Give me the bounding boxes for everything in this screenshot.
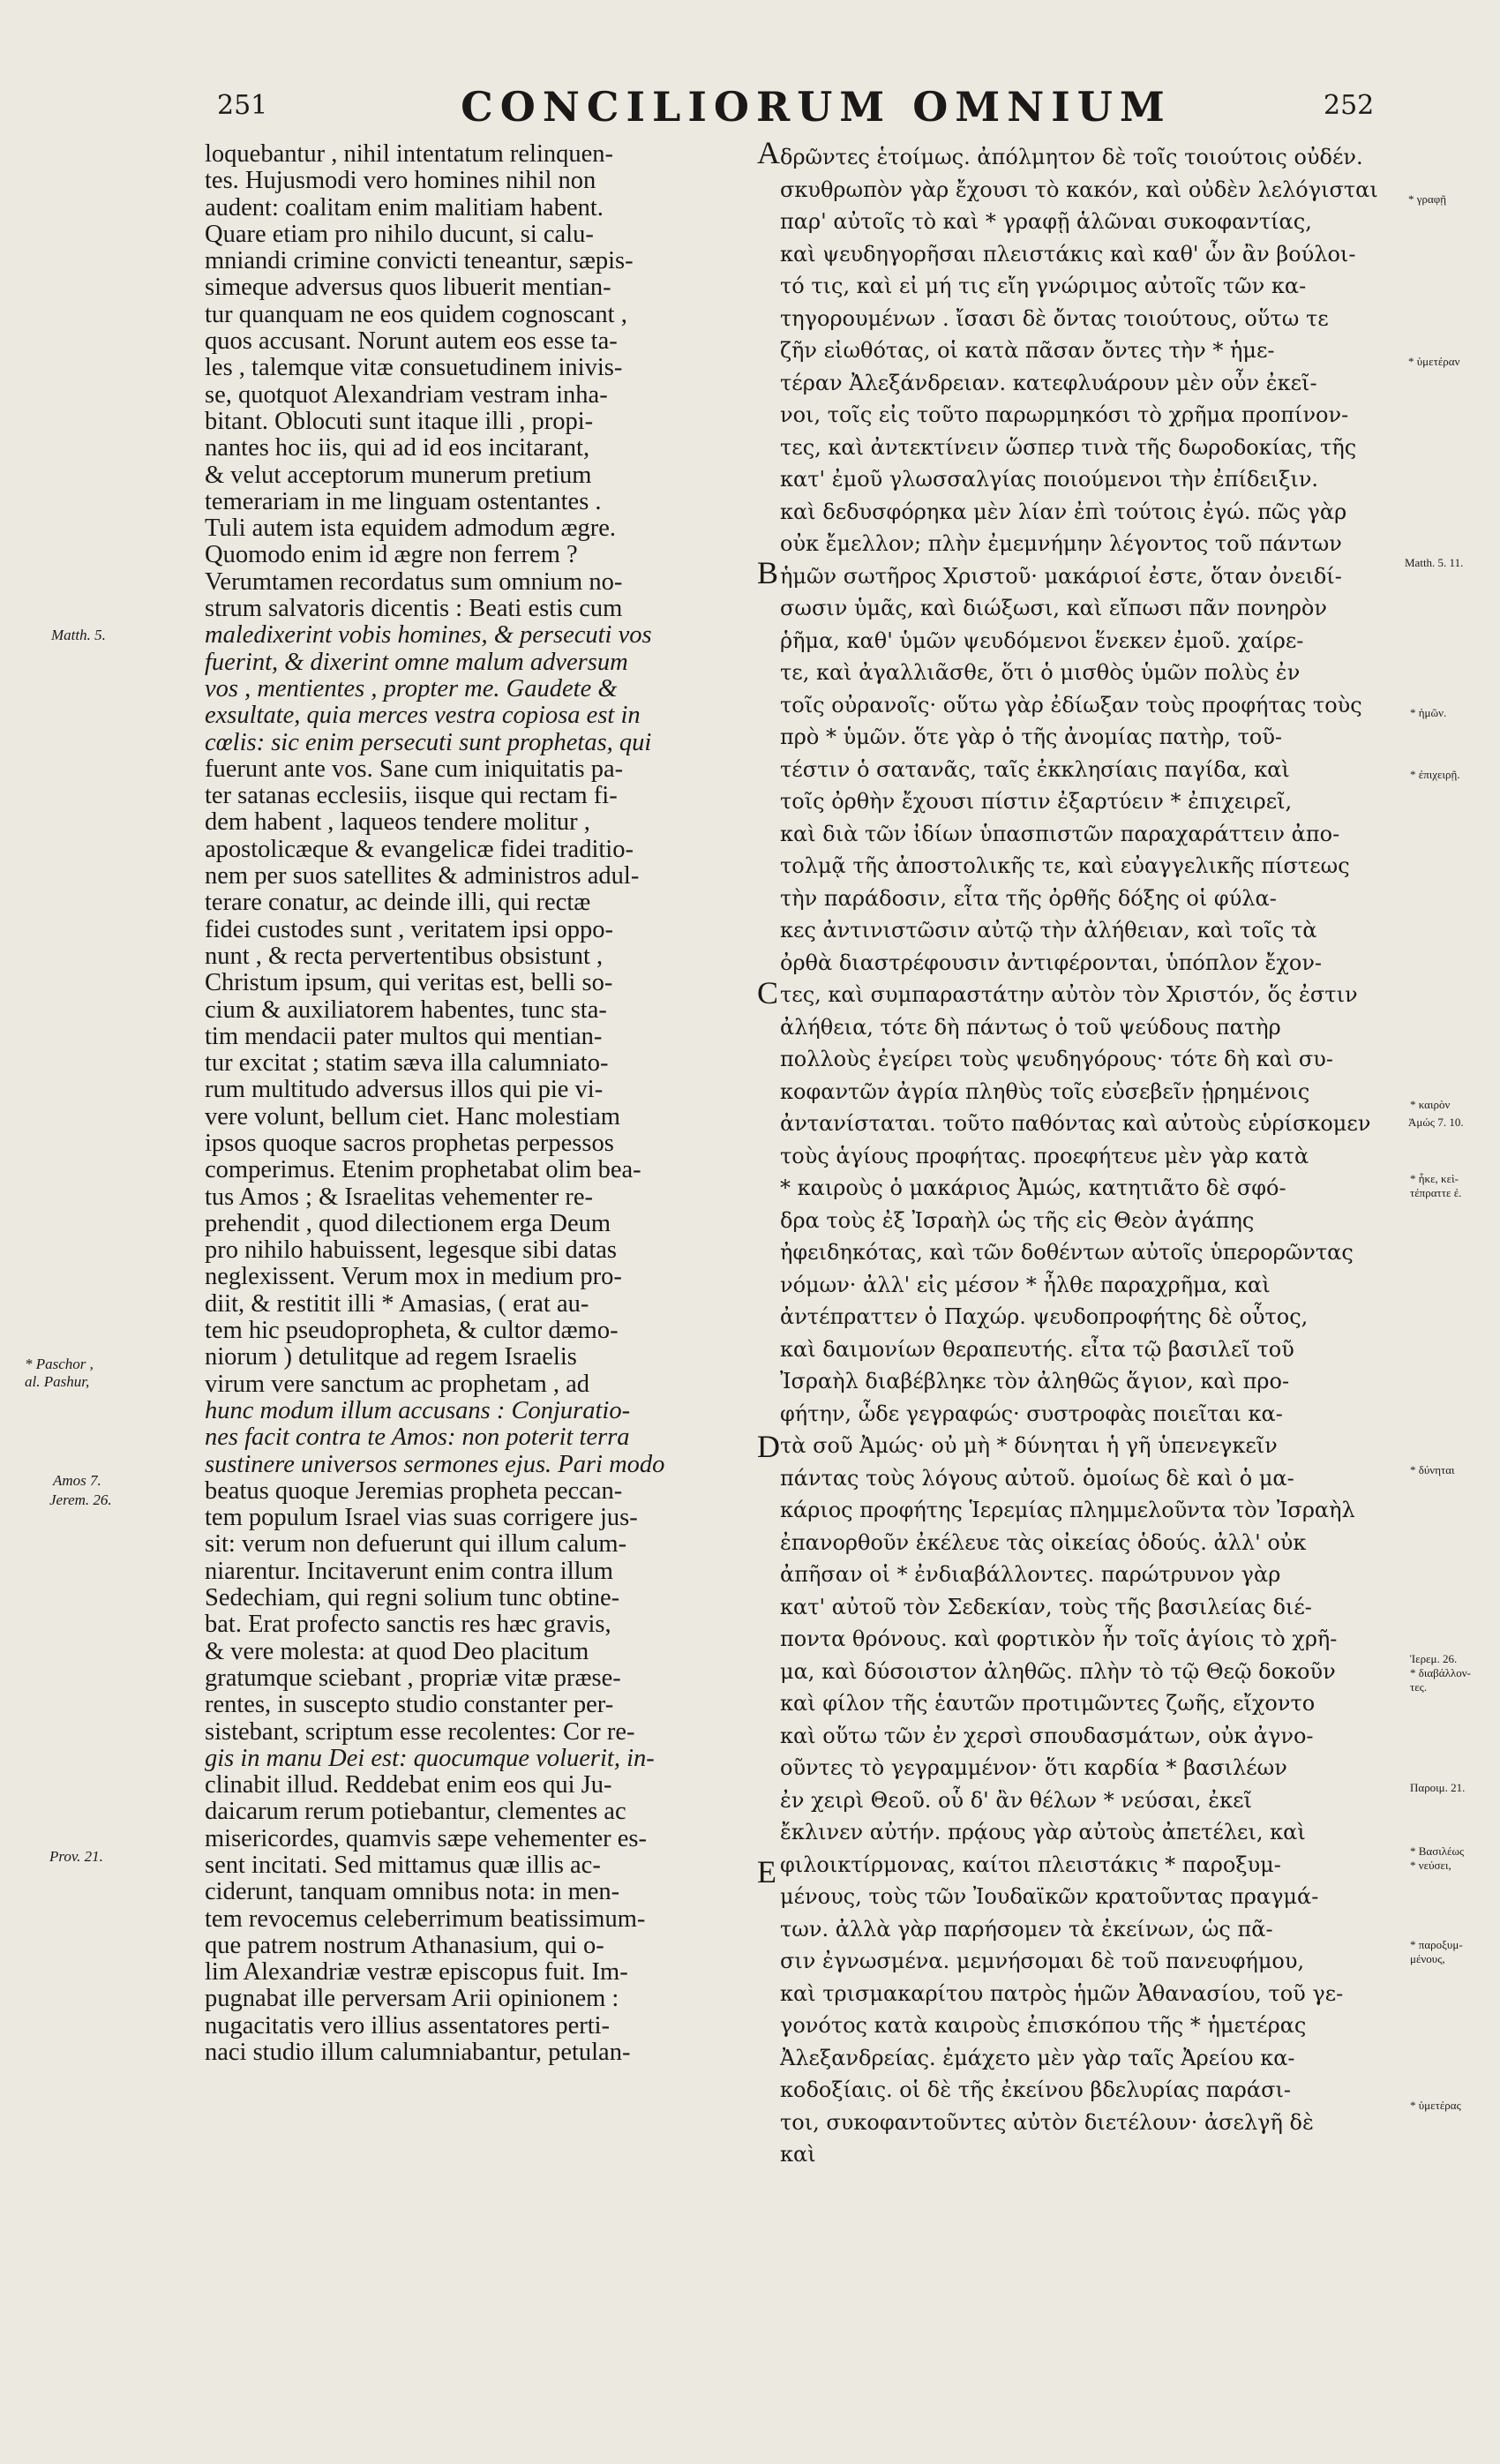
greek-line: κοφαντῶν ἀγρία πληθὺς τοῖς εὐσεβεῖν ᾑρημένοις (780, 1078, 1310, 1104)
margin-note-amos-greek: Ἀμώς 7. 10. (1408, 1116, 1464, 1129)
greek-line: Ἰσραὴλ διαβέβληκε τὸν ἀληθῶς ἅγιον, καὶ προ- (780, 1369, 1290, 1394)
greek-line: τες, καὶ ἀντεκτίνειν ὥσπερ τινὰ τῆς δωροδοκίας, τῆς (780, 434, 1357, 460)
latin-line: tem revocemus celeberrimum beatissimum- (205, 1905, 646, 1933)
latin-line: tim mendacii pater multos qui mentian- (205, 1023, 603, 1050)
greek-line: ζῆν εἰωθότας, οἱ κατὰ πᾶσαν ὄντες τὴν * ἡμε- (780, 338, 1275, 363)
margin-note-hymon: * ἡμῶν. (1410, 706, 1447, 719)
margin-note-hke-line2: τέπραττε ἐ. (1410, 1186, 1462, 1199)
latin-line: & vere molesta: at quod Deo placitum (205, 1638, 589, 1665)
margin-note-basileos (1410, 1844, 1464, 1873)
margin-note-basileos-line1: * Βασιλέως (1410, 1844, 1465, 1858)
latin-line: nunt , & recta pervertentibus obsistunt , (205, 943, 604, 970)
latin-line: cœlis: sic enim persecuti sunt prophetas, qui (205, 729, 652, 756)
latin-line: strum salvatoris dicentis : Beati estis cum (205, 596, 623, 623)
latin-line: & velut acceptorum munerum pretium (205, 462, 592, 489)
greek-line: μένους, τοὺς τῶν Ἰουδαϊκῶν κρατοῦντας πραγμά- (780, 1884, 1319, 1909)
margin-note-hymeteras: * ὑμετέρας (1410, 2099, 1461, 2112)
margin-note-paroim: Παροιμ. 21. (1410, 1781, 1466, 1794)
greek-line: σκυθρωπὸν γὰρ ἔχουσι τὸ κακόν, καὶ οὐδὲν λελόγισται (780, 177, 1378, 202)
margin-note-hke (1410, 1172, 1461, 1200)
latin-line: Sedechiam, qui regni solium tunc obtine- (205, 1585, 620, 1612)
latin-line: sustinere universos sermones ejus. Pari modo (205, 1451, 665, 1478)
greek-line: ἀντανίσταται. τοῦτο παθόντας καὶ αὐτοὺς εὑρίσκομεν (780, 1111, 1371, 1136)
greek-line: κοδοξίαις. οἱ δὲ τῆς ἐκείνου βδελυρίας παράσι- (780, 2077, 1291, 2102)
margin-note-ierem-line1: Ἱερεμ. 26. (1410, 1652, 1458, 1665)
greek-line: ἐπανορθοῦν ἐκέλευε τὰς οἰκείας ὁδούς. ἀλλ' οὐκ (780, 1529, 1307, 1555)
latin-line: nantes hoc iis, qui ad id eos incitarant, (205, 435, 590, 462)
latin-line: Tuli autem ista equidem admodum ægre. (205, 515, 616, 543)
greek-line: τό τις, καὶ εἰ μή τις εἴη γνώριμος αὐτοῖς τῶν κα- (780, 274, 1307, 298)
section-mark-a: A (757, 135, 780, 170)
latin-line: loquebantur , nihil intentatum relinquen- (205, 141, 614, 168)
latin-line: que patrem nostrum Athanasium, qui o- (205, 1932, 604, 1959)
greek-line: καὶ ψευδηγορῆσαι πλειστάκις καὶ καθ' ὧν ἂν βούλοι- (780, 241, 1356, 267)
latin-line: temerariam in me linguam ostentantes . (205, 488, 602, 515)
latin-line: fuerint, & dixerint omne malum adversum (205, 649, 628, 676)
margin-note-paschor (25, 1356, 94, 1391)
greek-line: τε, καὶ ἀγαλλιᾶσθε, ὅτι ὁ μισθὸς ὑμῶν πολὺς ἐν (780, 660, 1301, 685)
greek-line: πολλοὺς ἐγείρει τοὺς ψευδηγόρους· τότε δὴ καὶ συ- (780, 1047, 1333, 1071)
latin-line: daicarum rerum potiebantur, clementes ac (205, 1799, 626, 1826)
latin-line: gratumque sciebant , propriæ vitæ præse- (205, 1664, 621, 1692)
latin-line: terare conatur, ac deinde illi, qui rectæ (205, 890, 591, 917)
latin-line: ipsos quoque sacros prophetas perpessos (205, 1130, 614, 1157)
latin-line: dem habent , laqueos tendere molitur , (205, 809, 590, 837)
margin-note-graphe: * γραφῇ (1408, 192, 1447, 206)
greek-line: πάντας τοὺς λόγους αὐτοῦ. ὁμοίως δὲ καὶ ὁ μα- (780, 1465, 1294, 1491)
latin-line: neglexissent. Verum mox in medium pro- (205, 1264, 622, 1291)
latin-line: ter satanas ecclesiis, iisque qui rectam fi- (205, 783, 618, 810)
latin-line: mniandi crimine convicti teneantur, sæpis- (205, 248, 634, 275)
greek-line: τολμᾷ τῆς ἀποστολικῆς τε, καὶ εὐαγγελικῆς πίστεως (780, 853, 1350, 878)
latin-line: Verumtamen recordatus sum omnium no- (205, 568, 623, 596)
greek-column (780, 141, 1403, 2171)
margin-note-paschor-line1: * Paschor , (25, 1356, 94, 1372)
margin-note-prov: Prov. 21. (49, 1848, 103, 1865)
greek-line: τες, καὶ συμπαραστάτην αὐτὸν τὸν Χριστόν, ὅς ἐστιν (780, 982, 1358, 1007)
greek-line: φήτην, ὧδε γεγραφώς· συστροφὰς ποιεῖται κα- (780, 1401, 1283, 1426)
latin-line: lim Alexandriæ vestræ episcopus fuit. Im- (205, 1959, 628, 1987)
section-mark-d: D (757, 1429, 780, 1464)
margin-note-ierem (1410, 1652, 1471, 1694)
latin-line: pro nihilo habuissent, legesque sibi datas (205, 1237, 618, 1265)
greek-line: τοῖς οὐρανοῖς· οὕτω γὰρ ἐδίωξαν τοὺς προφήτας τοὺς (780, 692, 1362, 717)
greek-line: τέστιν ὁ σατανᾶς, ταῖς ἐκκλησίαις παγίδα, καὶ (780, 756, 1290, 782)
greek-line: των. ἀλλὰ γὰρ παρήσομεν τὰ ἐκείνων, ὡς πᾶ- (780, 1916, 1273, 1942)
margin-note-ierem-line2: * διαβάλλον- (1410, 1666, 1471, 1679)
greek-line: ῥῆμα, καθ' ὑμῶν ψευδόμενοι ἕνεκεν ἐμοῦ. χαίρε- (780, 627, 1304, 653)
greek-line: τὰ σοῦ Ἀμώς· οὐ μὴ * δύνηται ἡ γῆ ὑπενεγκεῖν (780, 1433, 1278, 1458)
latin-line: pugnabat ille perversam Arii opinionem : (205, 1986, 619, 2013)
margin-note-paroxum-line1: * παροξυμ- (1410, 1938, 1463, 1951)
greek-line: τοῖς ὀρθὴν ἔχουσι πίστιν ἐξαρτύειν * ἐπιχειρεῖ, (780, 789, 1293, 814)
greek-line: δρῶντες ἑτοίμως. ἀπόλμητον δὲ τοῖς τοιούτοις οὐδέν. (780, 145, 1363, 169)
greek-line: οὐκ ἔμελλον; πλὴν ἐμεμνήμην λέγοντος τοῦ πάντων (780, 531, 1342, 556)
margin-note-ierem-line3: τες. (1410, 1680, 1428, 1694)
page-number-right: 252 (1324, 90, 1375, 121)
margin-note-amos: Amos 7. (53, 1472, 101, 1489)
latin-line: bitant. Oblocuti sunt itaque illi , propi- (205, 408, 594, 435)
latin-line: cium & auxiliatorem habentes, tunc sta- (205, 996, 607, 1024)
latin-line: Christum ipsum, qui veritas est, belli so- (205, 970, 613, 997)
greek-line: γονότος κατὰ καιροὺς ἐπισκόπου τῆς * ἡμετέρας (780, 2013, 1307, 2038)
latin-column (205, 141, 764, 2066)
section-mark-c: C (757, 975, 779, 1010)
greek-line: καὶ (780, 2142, 816, 2167)
latin-line: Quomodo enim id ægre non ferrem ? (205, 542, 578, 569)
latin-line: bat. Erat profecto sanctis res hæc gravis, (205, 1611, 611, 1639)
margin-note-paroxum-line2: μένους, (1410, 1952, 1445, 1965)
latin-line: hunc modum illum accusans : Conjuratio- (205, 1397, 631, 1424)
latin-line: comperimus. Etenim prophetabat olim bea- (205, 1157, 641, 1184)
latin-line: exsultate, quia merces vestra copiosa est in (205, 702, 641, 730)
greek-line: ἐν χειρὶ Θεοῦ. οὗ δ' ἂν θέλων * νεύσαι, ἐκεῖ (780, 1787, 1252, 1813)
latin-line: tem hic pseudopropheta, & cultor dæmo- (205, 1318, 619, 1345)
greek-line: καὶ τρισμακαρίτου πατρὸς ἡμῶν Ἀθανασίου, τοῦ γε- (780, 1980, 1344, 2006)
latin-line: nem per suos satellites & administros adul- (205, 863, 640, 890)
greek-line: ἔκλινεν αὐτήν. πρᾴους γὰρ αὐτοὺς ἀπετέλει, καὶ (780, 1820, 1306, 1844)
greek-line: σωσιν ὑμᾶς, καὶ διώξωσι, καὶ εἴπωσι πᾶν πονηρὸν (780, 596, 1327, 620)
latin-line: tur quanquam ne eos quidem cognoscant , (205, 301, 627, 328)
greek-line: νόμων· ἀλλ' εἰς μέσον * ἦλθε παραχρῆμα, καὶ (780, 1272, 1271, 1297)
latin-line: gis in manu Dei est: quocumque voluerit, in- (205, 1745, 655, 1772)
latin-line: tes. Hujusmodi vero homines nihil non (205, 168, 596, 195)
latin-line: rentes, in suscepto studio constanter per- (205, 1692, 614, 1719)
margin-note-basileos-line2: * νεύσει, (1410, 1859, 1451, 1872)
latin-line: niarentur. Incitaverunt enim contra illum (205, 1558, 613, 1585)
latin-line: simeque adversus quos libuerit mentian- (205, 274, 611, 302)
margin-note-paroxum (1410, 1938, 1463, 1966)
latin-line: virum vere sanctum ac prophetam , ad (205, 1371, 590, 1398)
greek-line: τηγορουμένων . ἴσασι δὲ ὄντας τοιούτους, οὕτω τε (780, 305, 1329, 331)
margin-note-hymeteran: * ὑμετέραν (1408, 355, 1460, 368)
greek-line: νοι, τοῖς εἰς τοῦτο παρωρμηκόσι τὸ χρῆμα προπίνον- (780, 402, 1349, 427)
greek-line: παρ' αὐτοῖς τὸ καὶ * γραφῇ ἁλῶναι συκοφαντίας, (780, 209, 1312, 234)
latin-line: sit: verum non defuerunt qui illum calum- (205, 1531, 627, 1559)
greek-line: ἀλήθεια, τότε δὴ πάντως ὁ τοῦ ψεύδους πατὴρ (780, 1014, 1281, 1040)
greek-line: ἠφειδηκότας, καὶ τῶν δοθέντων αὐτοῖς ὑπερορῶντας (780, 1240, 1354, 1265)
latin-line: diit, & restitit illi * Amasias, ( erat au- (205, 1290, 589, 1318)
latin-line: sistebant, scriptum esse recolentes: Cor re- (205, 1718, 635, 1746)
latin-line: ciderunt, tanquam omnibus nota: in men- (205, 1879, 620, 1906)
greek-line: Ἀλεξανδρείας. ἐμάχετο μὲν γὰρ ταῖς Ἀρείου κα- (780, 2045, 1295, 2070)
latin-line: Quare etiam pro nihilo ducunt, si calu- (205, 221, 594, 248)
latin-line: fuerunt ante vos. Sane cum iniquitatis pa- (205, 755, 624, 783)
greek-line: κες ἀντινιστῶσιν αὐτῷ τὴν ἀλήθειαν, καὶ τοῖς τὰ (780, 918, 1317, 943)
latin-line: vos , mentientes , propter me. Gaudete & (205, 675, 618, 702)
margin-note-jerem: Jerem. 26. (49, 1491, 112, 1508)
margin-note-matth: Matth. 5. (51, 627, 106, 643)
margin-note-hke-line1: * ἧκε, κεὶ- (1410, 1172, 1459, 1185)
latin-line: prehendit , quod dilectionem erga Deum (205, 1210, 611, 1237)
greek-line: σιν ἐγνωσμένα. μεμνήσομαι δὲ τοῦ πανευφήμου, (780, 1949, 1305, 1973)
section-mark-e: E (757, 1854, 776, 1889)
section-mark-b: B (757, 555, 779, 590)
greek-line: ποντα θρόνους. καὶ φορτικὸν ἦν τοῖς ἁγίοις τὸ χρῆ- (780, 1626, 1338, 1651)
greek-line: οῦντες τὸ γεγραμμένον· ὅτι καρδία * βασιλέων (780, 1755, 1287, 1780)
latin-line: les , talemque vitæ consuetudinem inivis- (205, 355, 623, 382)
latin-line: apostolicæque & evangelicæ fidei traditio- (205, 836, 634, 863)
latin-line: clinabit illud. Reddebat enim eos qui Ju- (205, 1772, 612, 1799)
greek-line: μα, καὶ δύσοιστον ἀληθῶς. πλὴν τὸ τῷ Θεῷ δοκοῦν (780, 1658, 1336, 1684)
greek-line: τὴν παράδοσιν, εἶτα τῆς ὀρθῆς δόξης οἱ φύλα- (780, 885, 1277, 911)
greek-line: τοὺς ἁγίους προφήτας. προεφήτευε μὲν γὰρ κατὰ (780, 1143, 1309, 1168)
margin-note-karon: * καιρὸν (1410, 1098, 1451, 1111)
latin-line: tem populum Israel vias suas corrigere jus- (205, 1505, 638, 1532)
latin-line: misericordes, quamvis sæpe vehementer es- (205, 1825, 647, 1852)
greek-line: ἀντέπραττεν ὁ Παχώρ. ψευδοπροφήτης δὲ οὗτος, (780, 1304, 1309, 1329)
latin-line: niorum ) detulitque ad regem Israelis (205, 1344, 577, 1371)
greek-line: καὶ οὕτω τῶν ἐν χερσὶ σπουδασμάτων, οὐκ ἀγνο- (780, 1723, 1314, 1748)
greek-line: ἡμῶν σωτῆρος Χριστοῦ· μακάριοί ἐστε, ὅταν ὀνειδί- (780, 563, 1342, 589)
latin-line: vere volunt, bellum ciet. Hanc molestiam (205, 1103, 620, 1131)
greek-line: κατ' αὐτοῦ τὸν Σεδεκίαν, τοὺς τῆς βασιλείας διέ- (780, 1594, 1312, 1619)
margin-note-matth-greek: Matth. 5. 11. (1405, 556, 1464, 569)
running-title: CONCILIORUM OMNIUM (461, 83, 1172, 131)
page-number-left: 251 (217, 90, 268, 121)
greek-line: ἀπῆσαν οἱ * ἐνδιαβάλλοντες. παρώτρυνον γὰρ (780, 1562, 1281, 1587)
greek-line: κατ' ἐμοῦ γλωσσαλγίας ποιούμενοι τὴν ἐπίδειξιν. (780, 467, 1319, 492)
margin-note-paschor-line2: al. Pashur, (25, 1373, 90, 1390)
margin-note-epicheirei: * ἐπιχειρῇ. (1410, 768, 1460, 781)
latin-line: quos accusant. Norunt autem eos esse ta- (205, 328, 618, 356)
greek-line: τέραν Ἀλεξάνδρειαν. κατεφλυάρουν μὲν οὖν ἐκεῖ- (780, 370, 1317, 395)
latin-line: fidei custodes sunt , veritatem ipsi oppo- (205, 916, 614, 943)
latin-line: rum multitudo adversus illos qui pie vi- (205, 1077, 604, 1104)
latin-line: maledixerint vobis homines, & persecuti vos (205, 622, 652, 650)
greek-line: καὶ δεδυσφόρηκα μὲν λίαν ἐπὶ τούτοις ἐγώ. πῶς γὰρ (780, 499, 1347, 524)
margin-note-dunetai: * δύνηται (1410, 1463, 1455, 1476)
latin-line: se, quotquot Alexandriam vestram inha- (205, 381, 608, 409)
latin-line: sent incitati. Sed mittamus quæ illis ac- (205, 1852, 601, 1879)
greek-line: καὶ δαιμονίων θεραπευτής. εἶτα τῷ βασιλεῖ τοῦ (780, 1336, 1294, 1362)
latin-line: audent: coalitam enim malitiam habent. (205, 194, 604, 222)
latin-line: beatus quoque Jeremias propheta peccan- (205, 1477, 623, 1505)
greek-line: κάριος προφήτης Ἱερεμίας πλημμελοῦντα τὸν Ἰσραὴλ (780, 1498, 1355, 1522)
greek-line: καὶ φίλον τῆς ἑαυτῶν προτιμῶντες ζωῆς, εἴχοντο (780, 1691, 1316, 1716)
latin-line: tus Amos ; & Israelitas vehementer re- (205, 1183, 594, 1211)
latin-line: naci studio illum calumniabantur, petulan- (205, 2040, 631, 2067)
latin-line: nes facit contra te Amos: non poterit terra (205, 1424, 630, 1452)
latin-line: tur excitat ; statim sæva illa calumniato- (205, 1050, 609, 1078)
greek-line: τοι, συκοφαντοῦντες αὐτὸν διετέλουν· ἀσελγῆ δὲ (780, 2109, 1314, 2135)
greek-line: καὶ διὰ τῶν ἰδίων ὑπασπιστῶν παραχαράττειν ἀπο- (780, 821, 1340, 846)
greek-line: φιλοικτίρμονας, καίτοι πλειστάκις * παροξυμ- (780, 1852, 1281, 1877)
greek-line: ὀρθὰ διαστρέφουσιν ἀντιφέρονται, ὑπόπλον ἔχον- (780, 950, 1323, 975)
greek-line: δρα τοὺς ἐξ Ἰσραὴλ ὡς τῆς εἰς Θεὸν ἀγάπης (780, 1207, 1255, 1233)
greek-line: * καιροὺς ὁ μακάριος Ἀμώς, κατητιᾶτο δὲ σφό- (780, 1176, 1286, 1200)
latin-line: nugacitatis vero illius assentatores perti- (205, 2012, 611, 2040)
greek-line: πρὸ * ὑμῶν. ὅτε γὰρ ὁ τῆς ἀνομίας πατὴρ, τοῦ- (780, 725, 1283, 749)
page-header (0, 83, 1500, 136)
